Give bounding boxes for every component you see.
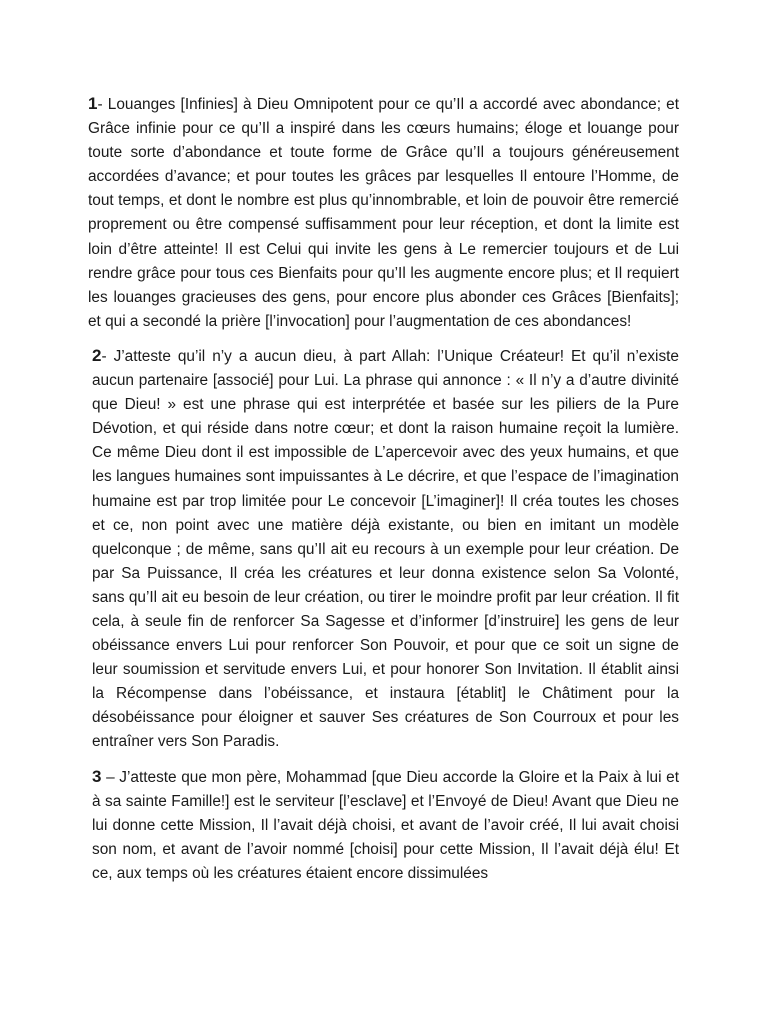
- paragraph-3: [88, 765, 679, 886]
- paragraph-1: [88, 92, 679, 334]
- paragraph-2: [88, 344, 679, 755]
- paragraph-text: – J’atteste que mon père, Mohammad [que Dieu accorde la Gloire et la Paix à lui et à sa sainte Famille!] est le serviteur [l’esclave] et l’Envoyé de Dieu! Avant que Dieu ne lui donne cette Mission, Il l’avait déjà choisi, et avant de l’avoir créé, Il lui avait choisi son nom, et avant de l’avoir nommé [choisi] pour cette Mission, Il l’avait déjà élu! Et ce, aux temps où les créatures étaient encore dissimulées: [92, 768, 679, 882]
- document-page: [88, 92, 679, 896]
- paragraph-number: 3: [92, 766, 102, 786]
- paragraph-text: - J’atteste qu’il n’y a aucun dieu, à part Allah: l’Unique Créateur! Et qu’il n’existe aucun partenaire [associé] pour Lui. La phrase qui annonce : « Il n’y a d’autre divinité que Dieu! » est une phrase qui est interprétée et basée sur les piliers de la Pure Dévotion, et qui réside dans notre cœur; et dont la raison humaine reçoit la lumière. Ce même Dieu dont il est impossible de L’apercevoir avec des yeux humains, et que les langues humaines sont impuissantes à Le décrire, et que l’espace de l’imagination humaine est par trop limitée pour Le concevoir [L’imaginer]! Il créa toutes les choses et ce, non point avec une matière déjà existante, ou bien en imitant un modèle quelconque ; de même, sans qu’Il ait eu recours à un exemple pour leur création. De par Sa Puissance, Il créa les créatures et leur donna existence selon Sa Volonté, sans qu’Il ait eu besoin de leur création, ou tirer le moindre profit par leur création. Il fit cela, à seule fin de renforcer Sa Sagesse et d’informer [d’instruire] les gens de leur obéissance envers Lui pour renforcer Son Pouvoir, et pour que ce soit un signe de leur soumission et servitude envers Lui, et pour honorer Son Invitation. Il établit ainsi la Récompense dans l’obéissance, et instaura [établit] le Châtiment pour la désobéissance pour éloigner et sauver Ses créatures de Son Courroux et pour les entraîner vers Son Paradis.: [92, 347, 679, 751]
- paragraph-number: 2: [92, 345, 102, 365]
- paragraph-text: - Louanges [Infinies] à Dieu Omnipotent pour ce qu’Il a accordé avec abondance; et Grâce infinie pour ce qu’Il a inspiré dans les cœurs humains; éloge et louange pour toute sorte d’abondance et toute forme de Grâce qu’Il a toujours généreusement accordées d’avance; et pour toutes les grâces par lesquelles Il entoure l’Homme, de tout temps, et dont le nombre est plus qu’innombrable, et loin de pouvoir être remercié proprement ou être compensé suffisamment pour leur réception, et dont la limite est loin d’être atteinte! Il est Celui qui invite les gens à Le remercier toujours et de Lui rendre grâce pour tous ces Bienfaits pour qu’Il les augmente encore plus; et Il requiert les louanges gracieuses des gens, pour encore plus abonder ces Grâces [Bienfaits]; et qui a secondé la prière [l’invocation] pour l’augmentation de ces abondances!: [88, 96, 679, 330]
- paragraph-number: 1: [88, 94, 98, 113]
